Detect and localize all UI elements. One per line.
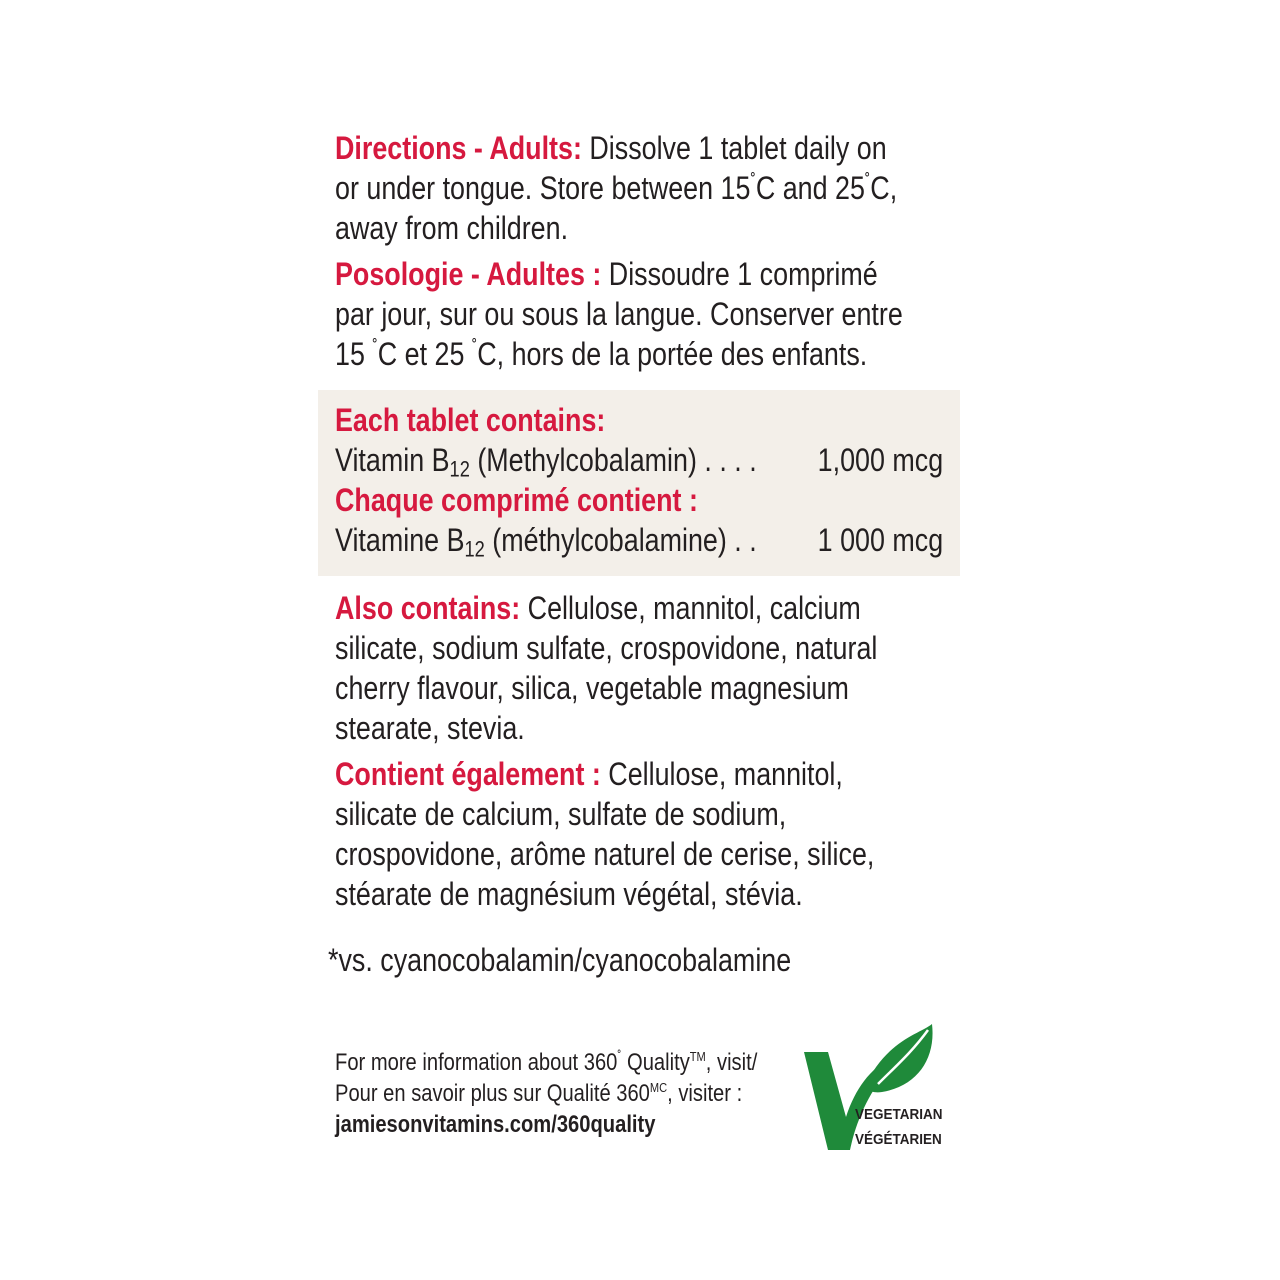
ingredient-row-fr xyxy=(335,520,943,560)
also-fr-line-4: stéarate de magnésium végétal, stévia. xyxy=(335,876,803,912)
info-url[interactable]: jamiesonvitamins.com/360quality xyxy=(335,1111,656,1138)
directions-fr-label: Posologie - Adultes : xyxy=(335,256,602,292)
directions-en-label: Directions - Adults: xyxy=(335,130,582,166)
also-fr-line-3: crospovidone, arôme naturel de cerise, silice, xyxy=(335,836,875,872)
directions-fr-line-1 xyxy=(335,254,903,294)
footnote: *vs. cyanocobalamin/cyanocobalamine xyxy=(328,942,792,978)
ingredient-fr-b: (méthylcobalamine) . . xyxy=(484,522,757,558)
directions-fr-text-3a: 15 xyxy=(335,336,373,372)
degree-sign: ˚ xyxy=(617,1049,622,1066)
directions-fr xyxy=(335,254,903,374)
ingredient-en-sub: 12 xyxy=(449,456,470,482)
trademark-mark-fr: MC xyxy=(649,1079,668,1095)
info-fr-b: , visiter : xyxy=(667,1080,743,1107)
vegetarian-en: VEGETARIAN xyxy=(855,1106,943,1123)
contents-en-label: Each tablet contains: xyxy=(335,402,606,438)
directions-en-line-3: away from children. xyxy=(335,210,569,246)
info-fr-line xyxy=(335,1078,757,1109)
directions-en xyxy=(335,128,897,248)
also-fr-line-1 xyxy=(335,754,874,794)
directions-fr-text-3b: C et 25 xyxy=(377,336,472,372)
directions-fr-line-2: par jour, sur ou sous la langue. Conserver entre xyxy=(335,296,903,332)
also-fr-text-1: Cellulose, mannitol, xyxy=(600,756,843,792)
degree-sign: ˚ xyxy=(750,171,756,193)
directions-en-text-1: Dissolve 1 tablet daily on xyxy=(581,130,887,166)
ingredient-name-en xyxy=(335,440,757,480)
ingredient-fr-a: Vitamine B xyxy=(335,522,465,558)
also-en-label: Also contains: xyxy=(335,590,521,626)
trademark-mark: TM xyxy=(689,1048,706,1064)
also-fr-line-2: silicate de calcium, sulfate de sodium, xyxy=(335,796,787,832)
directions-en-text-2a: or under tongue. Store between 15 xyxy=(335,170,751,206)
info-en-line xyxy=(335,1047,757,1078)
contents-fr-label: Chaque comprimé contient : xyxy=(335,482,698,518)
also-en-line-2: silicate, sodium sulfate, crospovidone, natural xyxy=(335,630,878,666)
also-en-line-3: cherry flavour, silica, vegetable magnesium xyxy=(335,670,849,706)
ingredient-fr-sub: 12 xyxy=(464,536,485,562)
directions-fr-text-1: Dissoudre 1 comprimé xyxy=(601,256,878,292)
non-medicinal-en xyxy=(335,588,877,748)
degree-sign: ˚ xyxy=(372,337,378,359)
info-en-a: For more information about 360 xyxy=(335,1049,618,1076)
ingredient-row-en xyxy=(335,440,943,480)
medicinal-ingredients xyxy=(335,400,943,560)
degree-sign: ˚ xyxy=(864,171,871,193)
degree-sign: ˚ xyxy=(471,337,478,359)
directions-fr-text-3c: C, hors de la portée des enfants. xyxy=(477,336,868,372)
also-fr-label: Contient également : xyxy=(335,756,601,792)
info-en-b: Quality xyxy=(621,1049,690,1076)
info-en-c: , visit/ xyxy=(705,1049,758,1076)
non-medicinal-fr xyxy=(335,754,874,914)
directions-en-text-2c: C, xyxy=(870,170,898,206)
directions-fr-line-3 xyxy=(335,334,903,374)
ingredient-amount-fr: 1 000 mcg xyxy=(817,522,944,558)
also-en-line-4: stearate, stevia. xyxy=(335,710,525,746)
vegetarian-label xyxy=(855,1102,943,1152)
ingredient-en-b: (Methylcobalamin) . . . . xyxy=(469,442,757,478)
directions-en-line-2 xyxy=(335,168,897,208)
also-en-text-1: Cellulose, mannitol, calcium xyxy=(520,590,861,626)
quality-info xyxy=(335,1047,757,1140)
directions-en-line-1 xyxy=(335,128,897,168)
info-fr-a: Pour en savoir plus sur Qualité 360 xyxy=(335,1080,650,1107)
ingredient-name-fr xyxy=(335,520,757,560)
ingredient-en-a: Vitamin B xyxy=(335,442,450,478)
also-en-line-1 xyxy=(335,588,877,628)
vegetarian-fr: VÉGÉTARIEN xyxy=(855,1131,942,1148)
ingredient-amount-en: 1,000 mcg xyxy=(817,442,944,478)
directions-en-text-2b: C and 25 xyxy=(755,170,865,206)
